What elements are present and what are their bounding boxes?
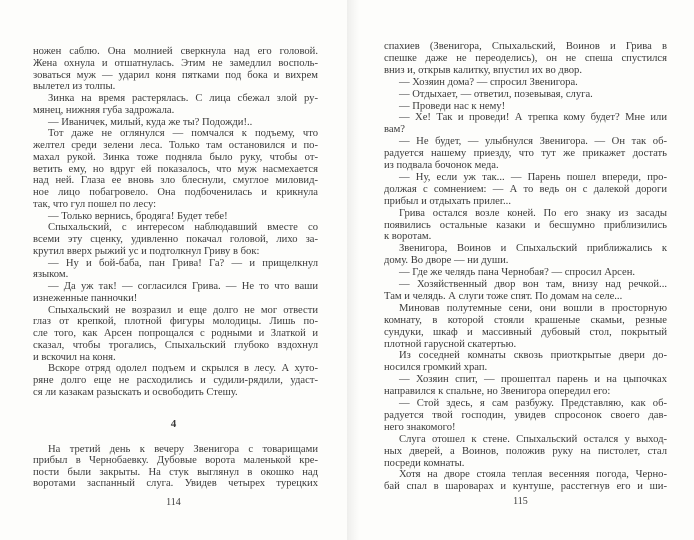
text-line: носился громкий храп. xyxy=(384,362,488,374)
text-line: ветить ему, но вдруг ей показалось, что муж насмехается xyxy=(33,163,318,175)
text-line: из подвала бочонок меда. xyxy=(384,160,499,171)
text-line: Жена охнула и отшатнулась. Этим не замедлил восполь- xyxy=(33,57,318,69)
text-line: вылетел из толпы. xyxy=(33,81,116,93)
text-line: Грива остался возле коней. По его знаку из засады xyxy=(399,207,667,219)
text-line: — Иваничек, милый, куда же ты? Подожди!.. xyxy=(48,116,253,128)
text-line: — Хозяин спит, — прошептал парень и на цыпочках xyxy=(399,374,667,386)
text-line: Вскоре отряд одолел подъем и скрылся в лесу. А хуто- xyxy=(48,363,318,375)
text-line: — Хе! Так и проведи! А трепка кому будет? Мне или xyxy=(399,112,667,124)
text-line: — Отдыхает, — ответил, позевывая, слуга. xyxy=(399,88,593,100)
text-line: — Не будет, — улыбнулся Звенигора. — Он так об- xyxy=(399,136,667,148)
text-line: к воротам. xyxy=(384,231,432,243)
text-line: появились остальные казаки и бесшумно приблизились xyxy=(384,219,667,231)
page-number: 115 xyxy=(513,496,528,507)
text-line: глаз от крепкой, плотной фигуры молодицы. Лишь по- xyxy=(33,316,318,328)
text-line: вниз и, открыв калитку, впустил их во двор. xyxy=(384,64,582,76)
right-page xyxy=(347,0,694,540)
text-line: языком. xyxy=(33,269,69,281)
text-line: и вскочил на коня. xyxy=(33,351,116,363)
text-line: — Ну и бой-баба, пан Грива! Га? — и прищелкнул xyxy=(48,257,318,269)
text-line: спахиев (Звенигора, Спыхальский, Воинов и Грива в xyxy=(384,41,667,52)
text-line: крутил вверх рыжий ус и подтолкнул Гриву в бок: xyxy=(33,245,260,257)
text-line: бай спал в шароварах и кунтуше, расстегнув его и ши- xyxy=(384,481,667,493)
text-line: так, что гул пошел по лесу: xyxy=(33,198,157,210)
text-line: сле того, как Арсен попрощался с родными и Златкой и xyxy=(33,328,318,339)
text-line: спешке даже не переоделись), он не спеша спустился xyxy=(384,52,667,64)
text-line: мянец, нижняя губа задрожала. xyxy=(33,104,175,116)
text-line: Звенигора, Воинов и Спыхальский приближались к xyxy=(399,243,667,255)
text-line: над ней. Глаза ее вновь зло блеснули, смуглое миловид- xyxy=(33,175,318,187)
page-number: 114 xyxy=(166,497,181,508)
text-line: Слуга отошел к стене. Спыхальский остался у выход- xyxy=(399,433,667,445)
text-line: плотной гарусной скатертью. xyxy=(384,338,517,350)
text-line: комнату, в которой стояли крашеные скамьи, резные xyxy=(384,314,667,326)
text-line: — Проведи нас к нему! xyxy=(399,100,506,112)
text-line: Тот даже не оглянулся — помчался к подъему, что xyxy=(48,128,318,140)
text-line: изнеженные панночки! xyxy=(33,292,138,304)
text-line: ряне долго еще не расходились и судили-рядили, удаст- xyxy=(33,375,318,386)
text-line: На третий день к вечеру Звенигора с товарищами xyxy=(48,444,318,455)
text-line: зоваться муж — ударил коня пятками под бока и вихрем xyxy=(33,69,318,81)
text-line: Зинка на время растерялась. С лица сбежал злой ру- xyxy=(48,93,318,104)
text-line: всеми эту сценку, удивленно покачал головой, лихо за- xyxy=(33,234,318,245)
text-line: Там и челядь. А слуги тоже спят. По домам на селе... xyxy=(384,290,623,302)
text-line: должая с сомнением: — А то ведь он с далекой дороги xyxy=(384,183,667,195)
text-line: — Хозяин дома? — спросил Звенигора. xyxy=(399,76,578,88)
text-line: — Да уж так! — согласился Грива. — Не то что ваши xyxy=(48,281,318,292)
text-line: Миновав полутемные сени, они вошли в просторную xyxy=(399,302,667,314)
text-line: радуется твой господин, увидев спросонок своего дав- xyxy=(384,409,667,421)
text-line: — Стой здесь, я сам разбужу. Представляю, как об- xyxy=(399,398,667,409)
text-line: ся ли казакам разыскать и освободить Стешу. xyxy=(33,386,238,398)
text-line: ных дверей, а Воинов, положив руку на пистолет, стал xyxy=(384,445,667,457)
text-line: дому. Во дворе — ни души. xyxy=(384,255,509,267)
text-line: — Только вернись, бродяга! Будет тебе! xyxy=(48,210,228,222)
text-line: радуется нашему приезду, что тут же прикажет достать xyxy=(384,148,667,160)
text-line: вам? xyxy=(384,124,405,136)
text-line: прибыл и отдыхать прилег... xyxy=(384,195,511,207)
text-line: — Хозяйственный двор вон там, внизу над речкой... xyxy=(399,279,667,290)
text-line: посреди комнаты. xyxy=(384,457,465,469)
text-line: ножен саблю. Она молнией сверкнула над его головой. xyxy=(33,46,318,57)
text-line: сундуки, шкаф и массивный дубовый стол, покрытый xyxy=(384,326,667,338)
text-line: Хотя на дворе стояла теплая весенняя погода, Черно- xyxy=(399,469,667,481)
text-line: Спыхальский не возразил и еще долго не мог отвести xyxy=(48,304,318,316)
text-line: — Ну, если уж так... — Парень пошел впереди, про- xyxy=(399,171,667,183)
chapter-heading: 4 xyxy=(170,418,177,430)
text-line: Из соседней комнаты сквозь приоткрытые двери до- xyxy=(399,350,667,362)
text-line: пости были закрыты. На стук выглянул в окошко над xyxy=(33,466,318,478)
text-line: желтел среди зелени леса. Только там остановился и по- xyxy=(33,140,318,151)
text-line: него знакомого! xyxy=(384,421,456,433)
text-line: прибыл в Чернобаевку. Дубовые ворота маленькой кре- xyxy=(33,455,318,467)
text-line: направился к спальне, но Звенигора опередил его: xyxy=(384,386,611,398)
text-line: Спыхальский, с интересом наблюдавший вместе со xyxy=(48,222,318,234)
text-line: воротами заспанный слуга. Увидев четырех турецких xyxy=(33,477,318,489)
text-line: ное лицо побагровело. Она подбоченилась и крикнула xyxy=(33,187,318,198)
text-line: махал рукой. Зинка тоже подняла было руку, чтобы от- xyxy=(33,151,318,163)
text-line: — Где же челядь пана Чернобая? — спросил Арсен. xyxy=(399,267,636,279)
text-line: сказал, чтобы трогались, Спыхальский глубоко вздохнул xyxy=(33,339,318,351)
